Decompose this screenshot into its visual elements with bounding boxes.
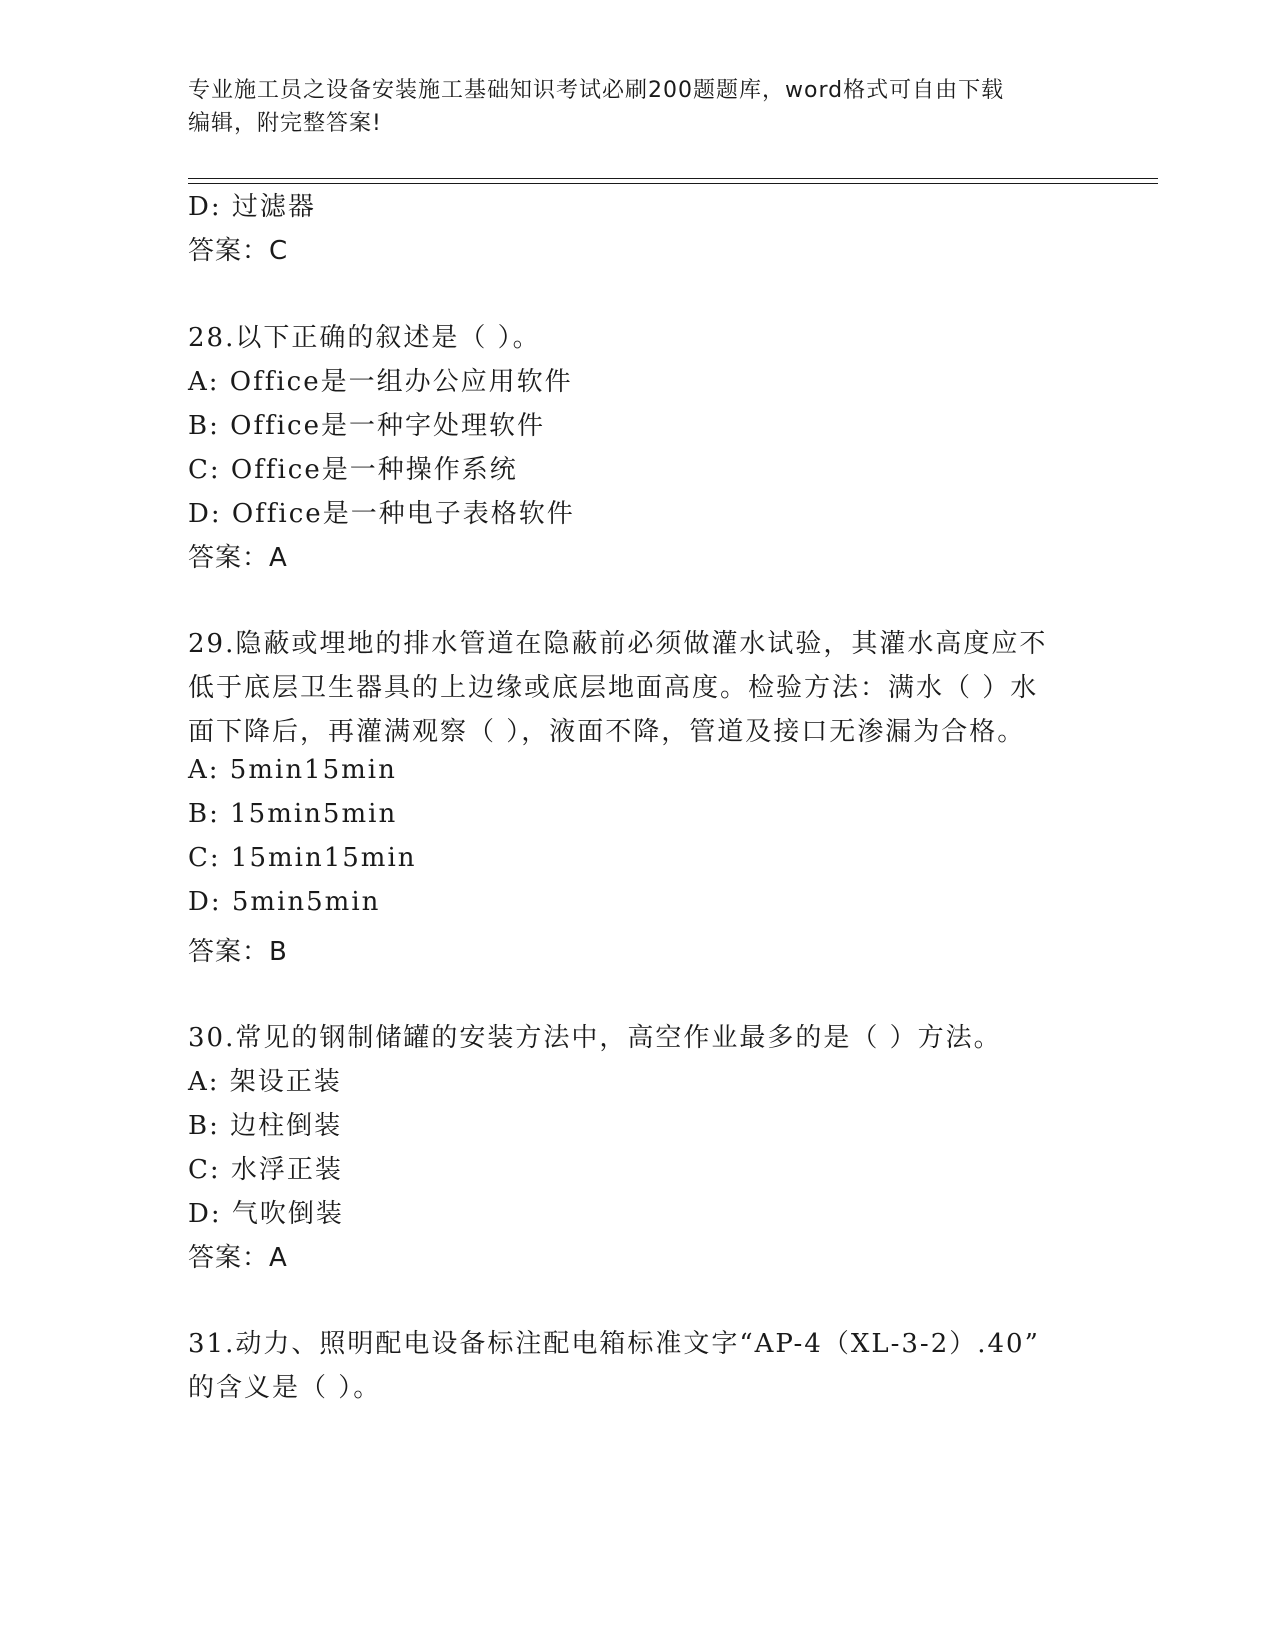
q28-option-a: A: Office是一组办公应用软件 [188, 367, 573, 397]
q30-stem: 30.常见的钢制储罐的安装方法中，高空作业最多的是（ ）方法。 [188, 1023, 1002, 1053]
q29-option-b: B: 15min5min [188, 799, 398, 829]
q28-option-d: D: Office是一种电子表格软件 [188, 499, 575, 529]
q29-option-d: D: 5min5min [188, 887, 381, 917]
header-divider [188, 178, 1158, 179]
q29-stem-line3: 面下降后，再灌满观察（ ），液面不降，管道及接口无渗漏为合格。 [188, 717, 1026, 747]
q31-stem-line1: 31.动力、照明配电设备标注配电箱标准文字“AP-4（XL-3-2）.40” [188, 1329, 1040, 1359]
q28-option-b: B: Office是一种字处理软件 [188, 411, 545, 441]
q27-answer: 答案：C [188, 236, 289, 266]
q31-stem-line2: 的含义是（ ）。 [188, 1373, 382, 1403]
header-title-line1: 专业施工员之设备安装施工基础知识考试必刷200题题库，word格式可自由下载 [188, 78, 1005, 103]
q30-option-c: C: 水浮正装 [188, 1155, 343, 1185]
q28-answer: 答案：A [188, 543, 288, 573]
q29-answer: 答案：B [188, 937, 288, 967]
q29-stem-line1: 29.隐蔽或埋地的排水管道在隐蔽前必须做灌水试验，其灌水高度应不 [188, 629, 1048, 659]
q30-answer: 答案：A [188, 1243, 288, 1273]
q29-option-a: A: 5min15min [188, 755, 397, 785]
q30-option-d: D: 气吹倒装 [188, 1199, 344, 1229]
q30-option-a: A: 架设正装 [188, 1067, 342, 1097]
header-title-line2: 编辑，附完整答案! [188, 111, 382, 136]
q27-option-d: D: 过滤器 [188, 192, 316, 222]
q30-option-b: B: 边柱倒装 [188, 1111, 343, 1141]
q29-stem-line2: 低于底层卫生器具的上边缘或底层地面高度。检验方法：满水（ ）水 [188, 673, 1039, 703]
q29-option-c: C: 15min15min [188, 843, 417, 873]
q28-option-c: C: Office是一种操作系统 [188, 455, 518, 485]
page-header [188, 74, 1088, 140]
header-divider-secondary [188, 183, 1158, 184]
q28-stem: 28.以下正确的叙述是（ ）。 [188, 323, 541, 353]
